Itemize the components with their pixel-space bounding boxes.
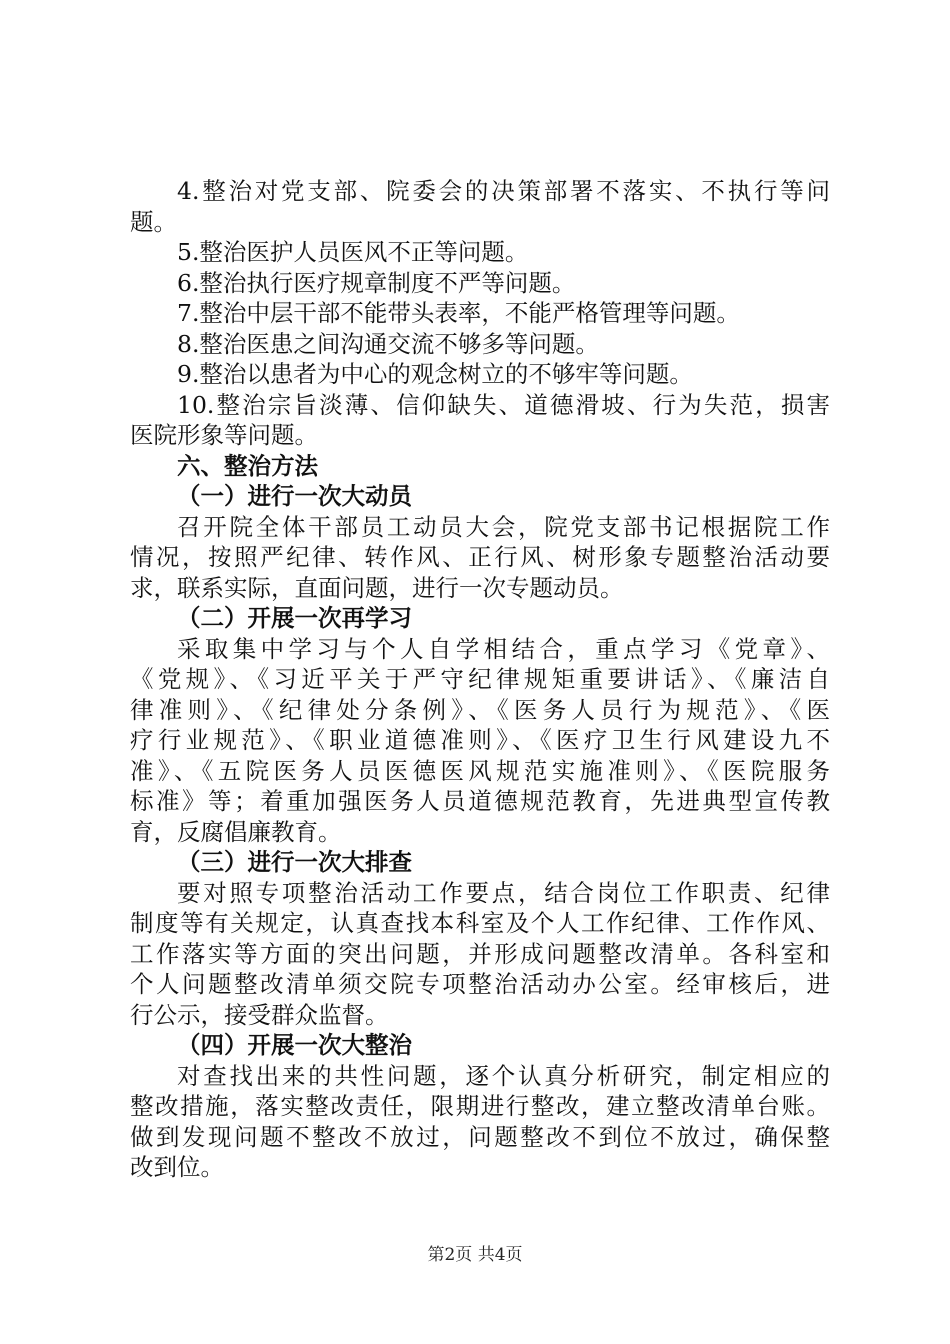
section-heading: 六、整治方法	[177, 451, 318, 480]
list-item-5: 5.整治医护人员医风不正等问题。	[177, 238, 529, 266]
paragraph-line: 采取集中学习与个人自学相结合，重点学习《党章》、	[177, 634, 830, 663]
subsection-heading-2: （二）开展一次再学习	[177, 604, 412, 632]
paragraph-line: 对查找出来的共性问题，逐个认真分析研究，制定相应的	[177, 1061, 830, 1090]
paragraph-line: 《党规》、《习近平关于严守纪律规矩重要讲话》、《廉洁自	[130, 665, 830, 693]
paragraph-line: 律准则》、《纪律处分条例》、《医务人员行为规范》、《医	[130, 695, 830, 724]
paragraph-line: 做到发现问题不整改不放过，问题整改不到位不放过，确保整	[130, 1122, 830, 1151]
subsection-heading-3: （三）进行一次大排查	[177, 848, 412, 876]
paragraph-line: 情况，按照严纪律、转作风、正行风、树形象专题整治活动要	[130, 543, 830, 571]
list-item-10-cont: 医院形象等问题。	[130, 421, 318, 449]
paragraph-line: 育，反腐倡廉教育。	[130, 817, 342, 846]
paragraph-line: 标准》等；着重加强医务人员道德规范教育，先进典型宣传教	[130, 787, 830, 815]
paragraph-line: 召开院全体干部员工动员大会，院党支部书记根据院工作	[177, 512, 830, 541]
list-item-9: 9.整治以患者为中心的观念树立的不够牢等问题。	[177, 360, 693, 388]
list-item-4-cont: 题。	[130, 207, 177, 236]
paragraph-line: 准》、《五院医务人员医德医风规范实施准则》、《医院服务	[130, 756, 830, 785]
document-body	[130, 176, 830, 1183]
paragraph-line: 个人问题整改清单须交院专项整治活动办公室。经审核后，进	[130, 970, 830, 998]
list-item-8: 8.整治医患之间沟通交流不够多等问题。	[177, 329, 599, 358]
paragraph-line: 整改措施，落实整改责任，限期进行整改，建立整改清单台账。	[130, 1092, 830, 1120]
list-item-4: 4.整治对党支部、院委会的决策部署不落实、不执行等问	[177, 177, 830, 205]
paragraph-line: 疗行业规范》、《职业道德准则》、《医疗卫生行风建设九不	[130, 726, 830, 754]
page-number-footer: 第2页 共4页	[427, 1245, 523, 1265]
list-item-10: 10.整治宗旨淡薄、信仰缺失、道德滑坡、行为失范，损害	[177, 390, 830, 419]
subsection-heading-4: （四）开展一次大整治	[177, 1031, 412, 1059]
paragraph-line: 工作落实等方面的突出问题，并形成问题整改清单。各科室和	[130, 939, 830, 968]
list-item-7: 7.整治中层干部不能带头表率，不能严格管理等问题。	[177, 299, 740, 327]
paragraph-line: 改到位。	[130, 1153, 224, 1181]
paragraph-line: 制度等有关规定，认真查找本科室及个人工作纪律、工作作风、	[130, 909, 830, 937]
list-item-6: 6.整治执行医疗规章制度不严等问题。	[177, 268, 576, 297]
subsection-heading-1: （一）进行一次大动员	[177, 482, 412, 510]
paragraph-line: 行公示，接受群众监督。	[130, 1000, 389, 1029]
paragraph-line: 求，联系实际，直面问题，进行一次专题动员。	[130, 573, 624, 602]
paragraph-line: 要对照专项整治活动工作要点，结合岗位工作职责、纪律	[177, 878, 830, 907]
